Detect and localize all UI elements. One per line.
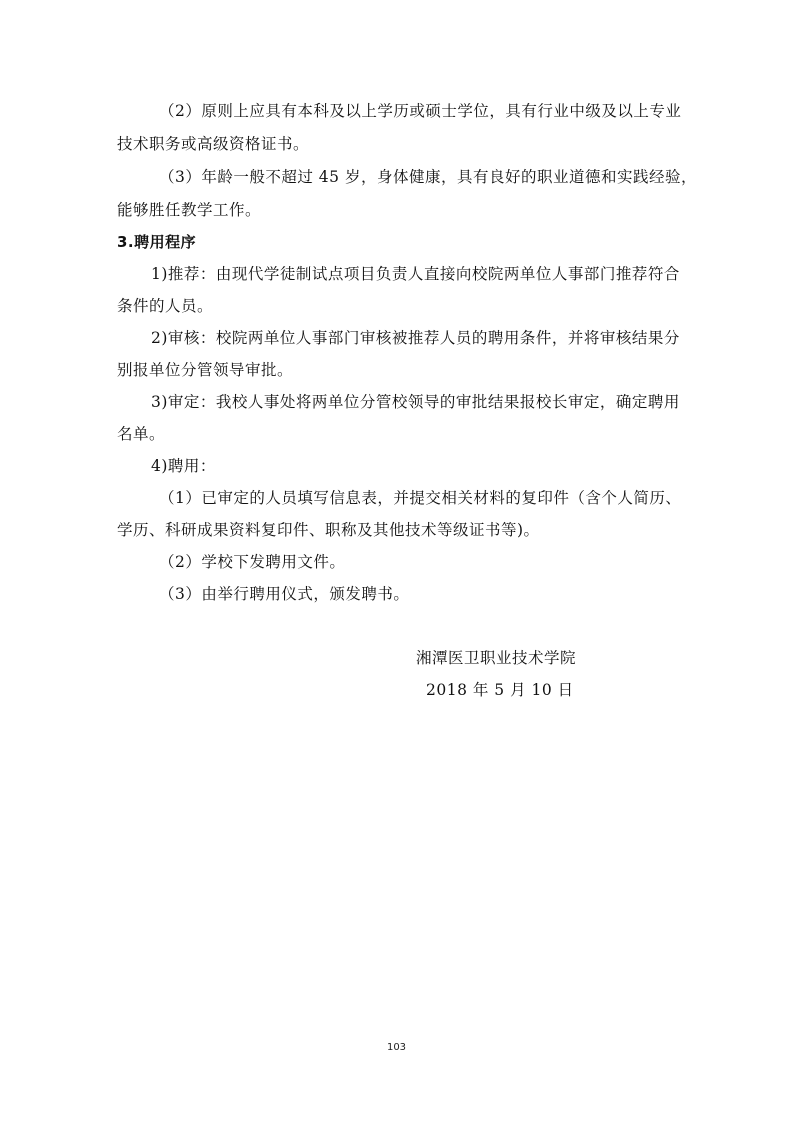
step-4-sub-1-line-1: （1）已审定的人员填写信息表，并提交相关材料的复印件（含个人简历、 (159, 489, 682, 507)
page-number: 103 (386, 1042, 407, 1053)
step-2-line-2: 别报单位分管领导审批。 (117, 361, 294, 379)
step-2-line-1: 2)审核：校院两单位人事部门审核被推荐人员的聘用条件，并将审核结果分 (151, 329, 680, 347)
signature-date: 2018 年 5 月 10 日 (426, 681, 574, 699)
step-3-line-2: 名单。 (117, 425, 166, 443)
step-4-sub-1-line-2: 学历、科研成果资料复印件、职称及其他技术等级证书等)。 (117, 521, 540, 539)
requirement-2-line-1: （2）原则上应具有本科及以上学历或硕士学位，具有行业中级及以上专业 (159, 102, 682, 120)
step-4-sub-3: （3）由举行聘用仪式，颁发聘书。 (159, 585, 410, 603)
step-3-line-1: 3)审定：我校人事处将两单位分管校领导的审批结果报校长审定，确定聘用 (151, 393, 680, 411)
step-1-line-2: 条件的人员。 (117, 297, 214, 315)
requirement-3-line-2: 能够胜任教学工作。 (117, 201, 262, 219)
requirement-2-line-2: 技术职务或高级资格证书。 (117, 135, 310, 153)
step-4-title: 4)聘用： (151, 457, 216, 475)
requirement-3-line-1: （3）年龄一般不超过 45 岁，身体健康，具有良好的职业道德和实践经验， (159, 168, 697, 186)
section-heading: 3.聘用程序 (117, 233, 197, 251)
signature-organization: 湘潭医卫职业技术学院 (416, 649, 577, 667)
step-1-line-1: 1)推荐：由现代学徒制试点项目负责人直接向校院两单位人事部门推荐符合 (151, 265, 680, 283)
step-4-sub-2: （2）学校下发聘用文件。 (159, 553, 346, 571)
